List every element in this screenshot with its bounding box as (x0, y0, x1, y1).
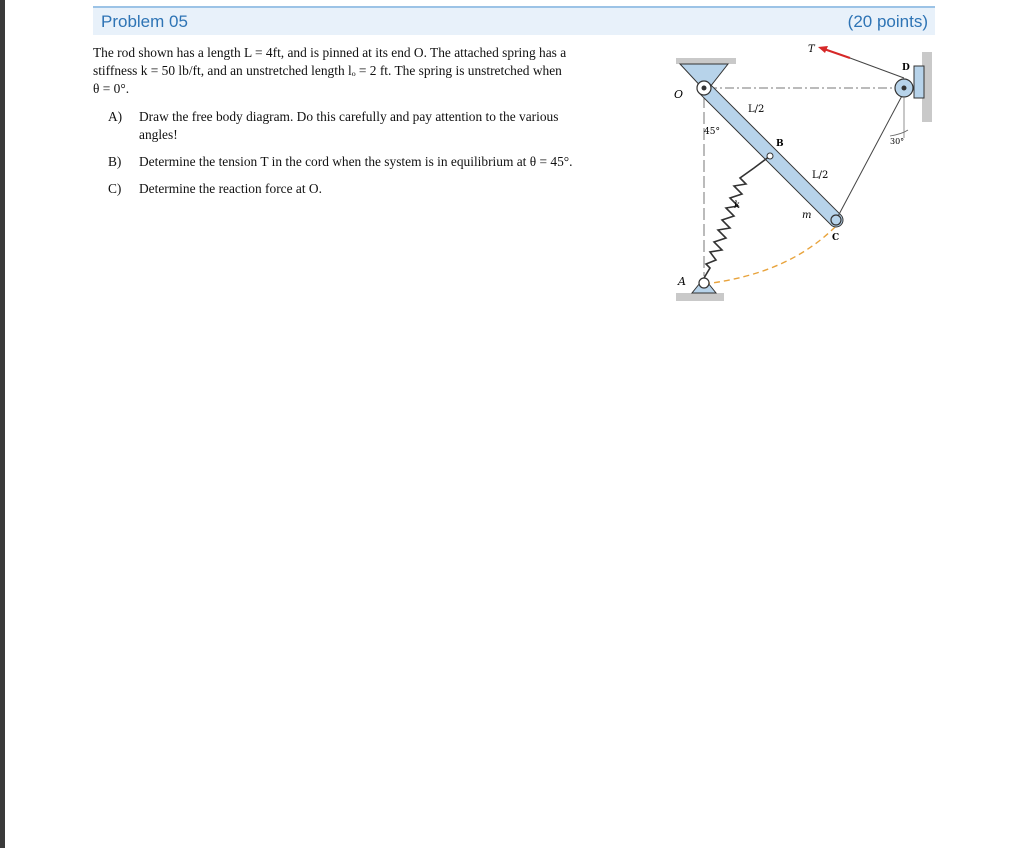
tension-arrow (824, 49, 850, 58)
label-t: T (808, 44, 815, 55)
mechanism-diagram (670, 38, 940, 310)
rotation-arc (704, 224, 838, 284)
label-a: A (678, 275, 686, 288)
label-b: B (776, 139, 784, 149)
question-label: A) (108, 109, 123, 124)
label-angle-30: 30° (890, 137, 905, 146)
pin-a (699, 278, 709, 288)
question-text: angles! (139, 127, 178, 142)
statement-line: The rod shown has a length L = 4ft, and is pinned at its end O. The attached spring has a (93, 45, 567, 60)
ceiling-support (676, 58, 736, 64)
label-c: C (832, 233, 840, 243)
label-m: m (802, 210, 812, 221)
cord-tension (850, 58, 904, 78)
wall-bracket-d (914, 66, 924, 98)
statement-line: θ = 0°. (93, 81, 130, 96)
question-label: C) (108, 181, 122, 196)
left-edge-bar (0, 0, 5, 848)
question-text: Draw the free body diagram. Do this carefully and pay attention to the various (139, 109, 559, 124)
pulley-axle (902, 86, 907, 91)
label-d: D (902, 63, 910, 73)
problem-title: Problem 05 (101, 12, 188, 31)
pin-o-center (702, 86, 707, 91)
tension-arrowhead (818, 46, 828, 53)
problem-statement (93, 44, 663, 98)
statement-line: stiffness k = 50 lb/ft, and an unstretched length lₒ = 2 ft. The spring is unstretched when (93, 63, 562, 78)
problem-header (93, 6, 935, 35)
label-half-1: L/2 (748, 104, 765, 115)
question-text: Determine the reaction force at O. (139, 181, 322, 196)
question-text: Determine the tension T in the cord when the system is in equilibrium at θ = 45°. (139, 154, 573, 169)
pin-c (831, 215, 841, 225)
angle-arc-30 (890, 130, 908, 136)
spring (704, 156, 770, 278)
label-half-2: L/2 (812, 170, 829, 181)
label-angle-45: 45° (704, 127, 720, 137)
label-o: O (674, 88, 684, 101)
ground-support (676, 293, 724, 301)
pin-b (767, 153, 773, 159)
label-k: k (734, 200, 741, 211)
mechanism-figure (670, 38, 940, 310)
problem-points: (20 points) (847, 12, 928, 31)
cord-cd (836, 92, 904, 220)
question-label: B) (108, 154, 122, 169)
